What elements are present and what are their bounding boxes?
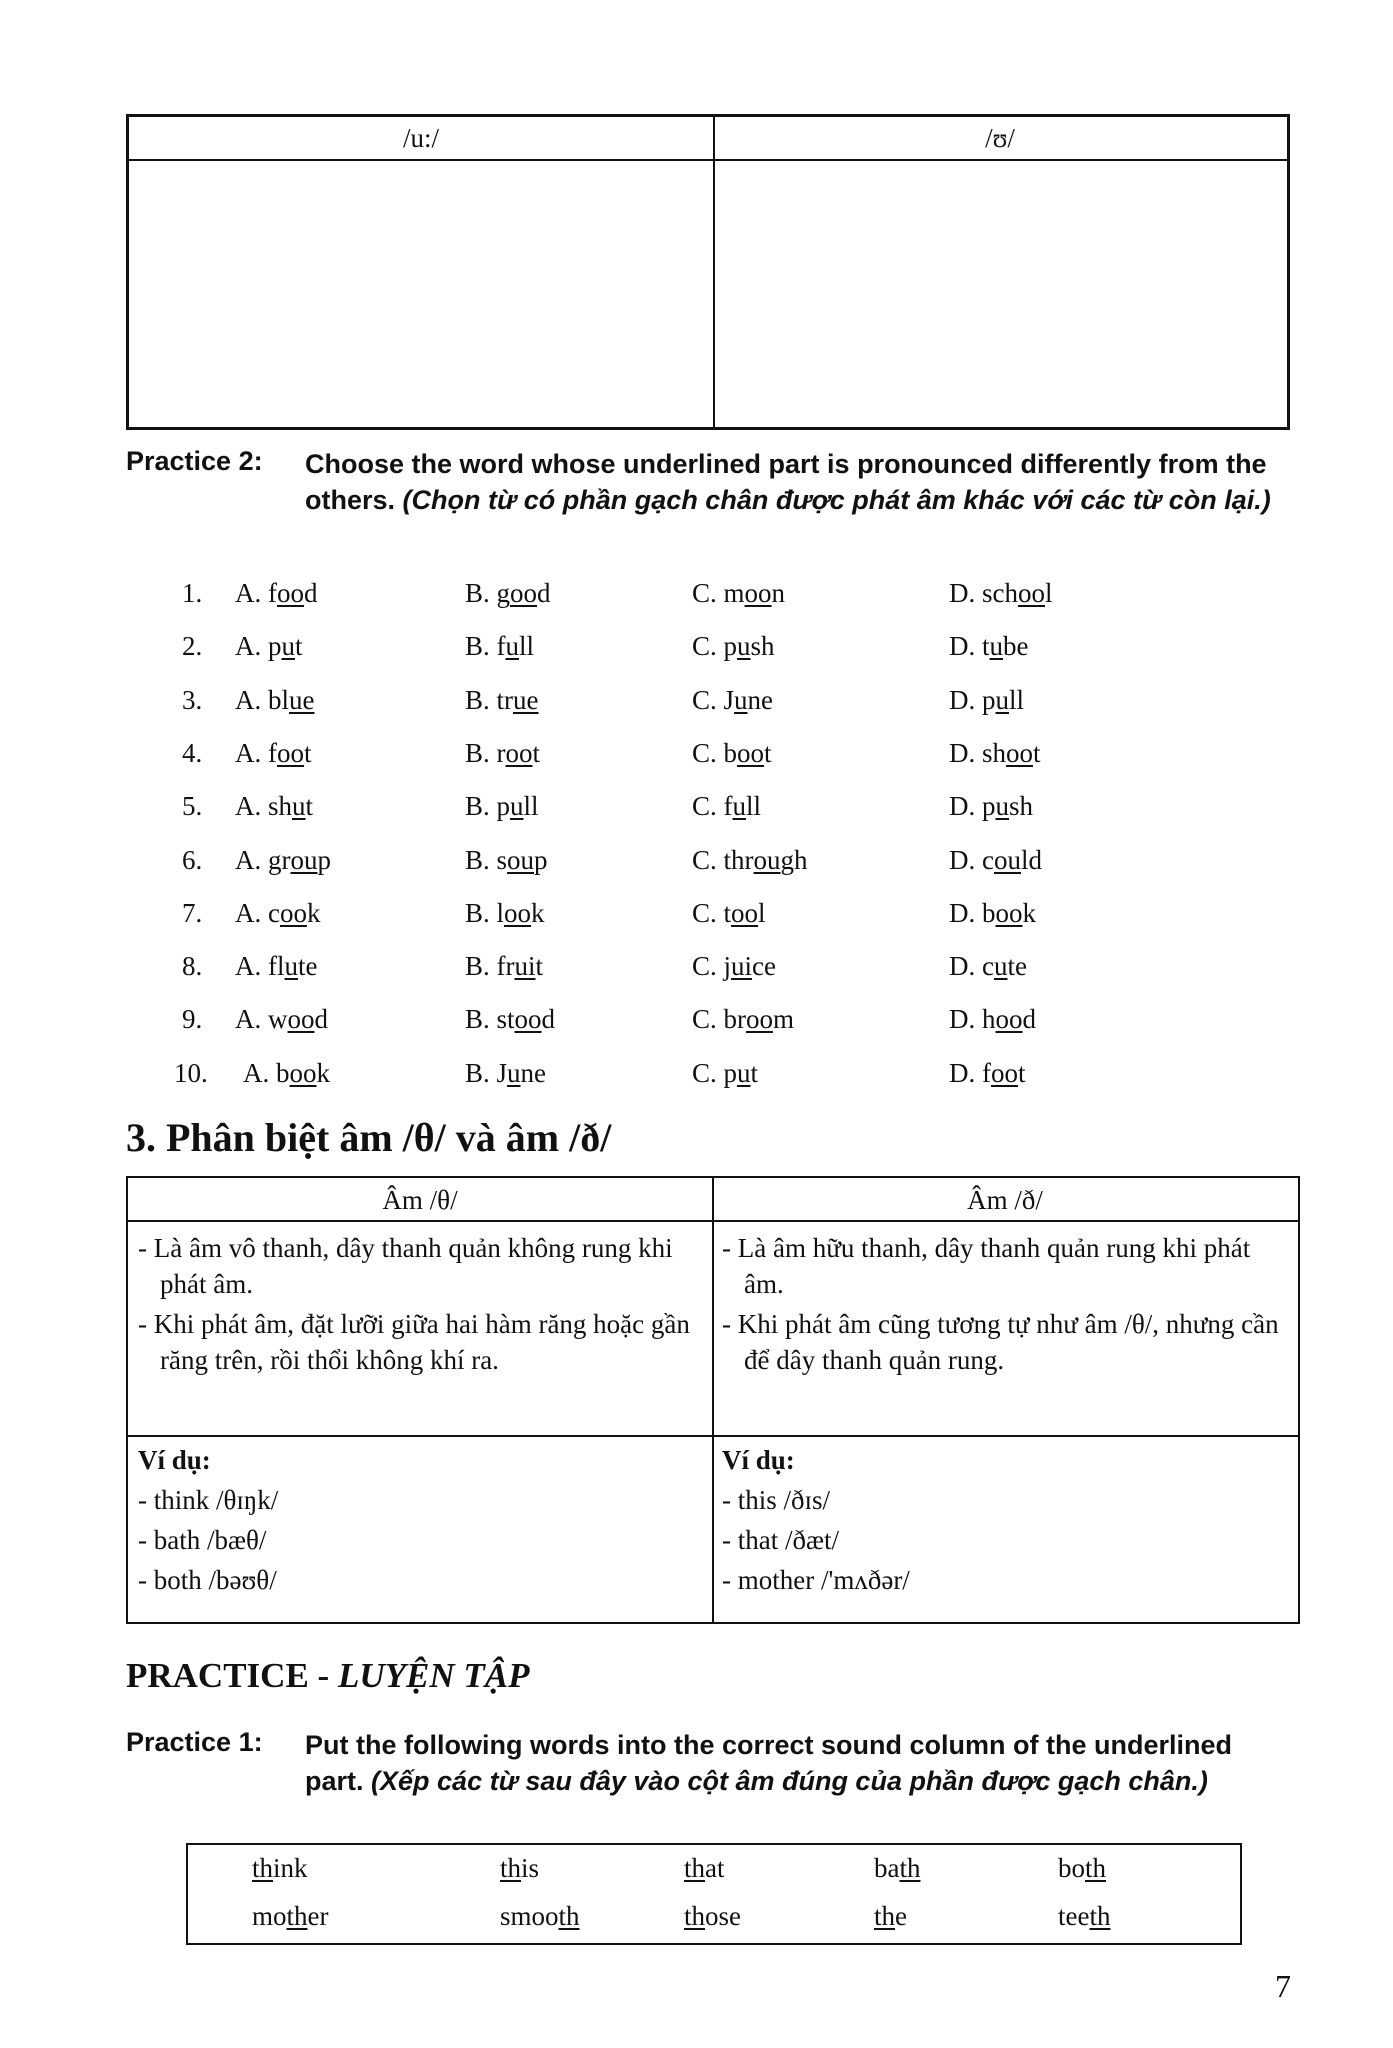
practice-heading	[126, 1656, 529, 1696]
practice-2-label: Practice 2:	[126, 446, 263, 476]
option-d: D. school	[949, 578, 1053, 608]
option-b: B. stood	[465, 1004, 556, 1035]
question-row	[0, 791, 1300, 831]
option-b: B. look	[465, 897, 545, 928]
example-item: - that /ðæt/	[722, 1525, 839, 1555]
option-d: D. shoot	[949, 737, 1041, 768]
instruction-vietnamese: (Xếp các từ sau đây vào cột âm đúng của phần được gạch chân.)	[371, 1766, 1208, 1796]
description-item: - Là âm vô thanh, dây thanh quản không rung khi phát âm.	[138, 1233, 673, 1299]
option-a: A. shut	[235, 791, 314, 822]
question-number: 4.	[182, 737, 203, 768]
question-number: 10.	[174, 1057, 208, 1088]
word-box	[186, 1843, 1242, 1945]
question-number: 2.	[182, 631, 203, 662]
question-number: 7.	[182, 897, 203, 928]
description-item: - Là âm hữu thanh, dây thanh quản rung khi phát âm.	[722, 1233, 1251, 1299]
option-c: C. put	[692, 1057, 759, 1088]
option-b: B. full	[465, 631, 535, 662]
sound-sorting-table	[126, 114, 1290, 430]
option-a: A. wood	[235, 1004, 328, 1035]
theta-eth-table	[126, 1176, 1300, 1624]
option-c: C. push	[692, 631, 775, 662]
question-row	[0, 1058, 1300, 1098]
option-b: B. pull	[465, 791, 539, 822]
option-c: C. full	[692, 791, 762, 822]
option-d: D. book	[949, 897, 1036, 928]
question-number: 1.	[182, 578, 203, 608]
column-header-theta: Âm /θ/	[382, 1185, 458, 1215]
practice-2-instruction	[305, 446, 1295, 518]
option-b: B. June	[465, 1057, 547, 1088]
option-c: C. broom	[692, 1004, 795, 1035]
question-row	[0, 951, 1300, 991]
example-label: Ví dụ:	[722, 1445, 795, 1475]
option-a: A. cook	[235, 897, 321, 928]
option-c: C. tool	[692, 897, 766, 928]
description-item: - Khi phát âm cũng tương tự như âm /θ/, nhưng cần để dây thanh quản rung.	[722, 1309, 1279, 1375]
option-d: D. pull	[949, 684, 1025, 715]
eth-description	[722, 1230, 1294, 1378]
practice-1-instruction	[305, 1727, 1295, 1799]
eth-examples	[722, 1440, 1294, 1600]
practice-heading-vietnamese: LUYỆN TẬP	[337, 1656, 530, 1695]
option-a: A. blue	[235, 684, 315, 715]
table-divider	[713, 117, 715, 427]
word-item: smooth	[500, 1901, 580, 1931]
word-item: mother	[252, 1901, 329, 1931]
example-item: - mother /'mʌðər/	[722, 1565, 910, 1595]
option-a: A. foot	[235, 737, 312, 768]
page-number: 7	[1275, 1968, 1291, 2004]
example-item: - think /θɪŋk/	[138, 1485, 279, 1515]
option-a: A. book	[243, 1057, 330, 1088]
option-d: D. cute	[949, 951, 1027, 982]
section-title: 3. Phân biệt âm /θ/ và âm /ð/	[126, 1115, 612, 1160]
option-c: C. through	[692, 844, 808, 875]
option-c: C. June	[692, 684, 774, 715]
question-number: 5.	[182, 791, 203, 822]
question-row	[0, 631, 1300, 671]
option-a: A. food	[235, 578, 318, 608]
instruction-english: Choose the word whose underlined part is pronounced differently from the others.	[305, 449, 1267, 515]
table-divider	[129, 159, 1287, 161]
option-a: A. group	[235, 844, 331, 875]
description-item: - Khi phát âm, đặt lưỡi giữa hai hàm răng hoặc gần răng trên, rồi thổi không khí ra.	[138, 1309, 690, 1375]
option-b: B. fruit	[465, 951, 544, 982]
theta-examples	[138, 1440, 704, 1600]
column-header-u-short: /ʊ/	[985, 123, 1015, 153]
option-c: C. boot	[692, 737, 772, 768]
option-b: B. true	[465, 684, 539, 715]
column-header-eth: Âm /ð/	[967, 1185, 1043, 1215]
question-row	[0, 685, 1300, 725]
instruction-vietnamese: (Chọn từ có phần gạch chân được phát âm khác với các từ còn lại.)	[402, 485, 1271, 515]
question-row	[0, 845, 1300, 885]
option-d: D. foot	[949, 1057, 1026, 1088]
column-header-u-long: /u:/	[402, 123, 439, 153]
option-d: D. push	[949, 791, 1034, 822]
option-d: D. could	[949, 844, 1042, 875]
question-number: 8.	[182, 951, 203, 982]
example-label: Ví dụ:	[138, 1445, 211, 1475]
word-item: think	[252, 1853, 308, 1883]
option-b: B. root	[465, 737, 541, 768]
question-number: 6.	[182, 844, 203, 875]
option-c: C. juice	[692, 951, 776, 982]
question-row	[0, 738, 1300, 778]
option-b: B. good	[465, 578, 551, 608]
word-item: the	[874, 1901, 907, 1931]
word-item: that	[684, 1853, 725, 1883]
example-item: - this /ðɪs/	[722, 1485, 831, 1515]
word-item: teeth	[1058, 1901, 1111, 1931]
question-row	[0, 1004, 1300, 1044]
table-divider	[712, 1178, 714, 1622]
word-item: this	[500, 1853, 540, 1883]
option-a: A. flute	[235, 951, 318, 982]
question-number: 3.	[182, 684, 203, 715]
example-item: - bath /bæθ/	[138, 1525, 267, 1555]
word-item: those	[684, 1901, 742, 1931]
question-row	[0, 898, 1300, 938]
instruction-english: Put the following words into the correct sound column of the underlined part.	[305, 1730, 1232, 1796]
practice-1-label: Practice 1:	[126, 1727, 263, 1757]
option-b: B. soup	[465, 844, 548, 875]
theta-description	[138, 1230, 704, 1378]
question-number: 9.	[182, 1004, 203, 1035]
word-item: bath	[874, 1853, 921, 1883]
question-row	[0, 578, 1300, 618]
word-item: both	[1058, 1853, 1107, 1883]
option-c: C. moon	[692, 578, 786, 608]
option-d: D. hood	[949, 1004, 1036, 1035]
option-d: D. tube	[949, 631, 1029, 662]
practice-heading-english: PRACTICE -	[126, 1656, 338, 1695]
example-item: - both /bəʊθ/	[138, 1565, 277, 1595]
option-a: A. put	[235, 631, 303, 662]
